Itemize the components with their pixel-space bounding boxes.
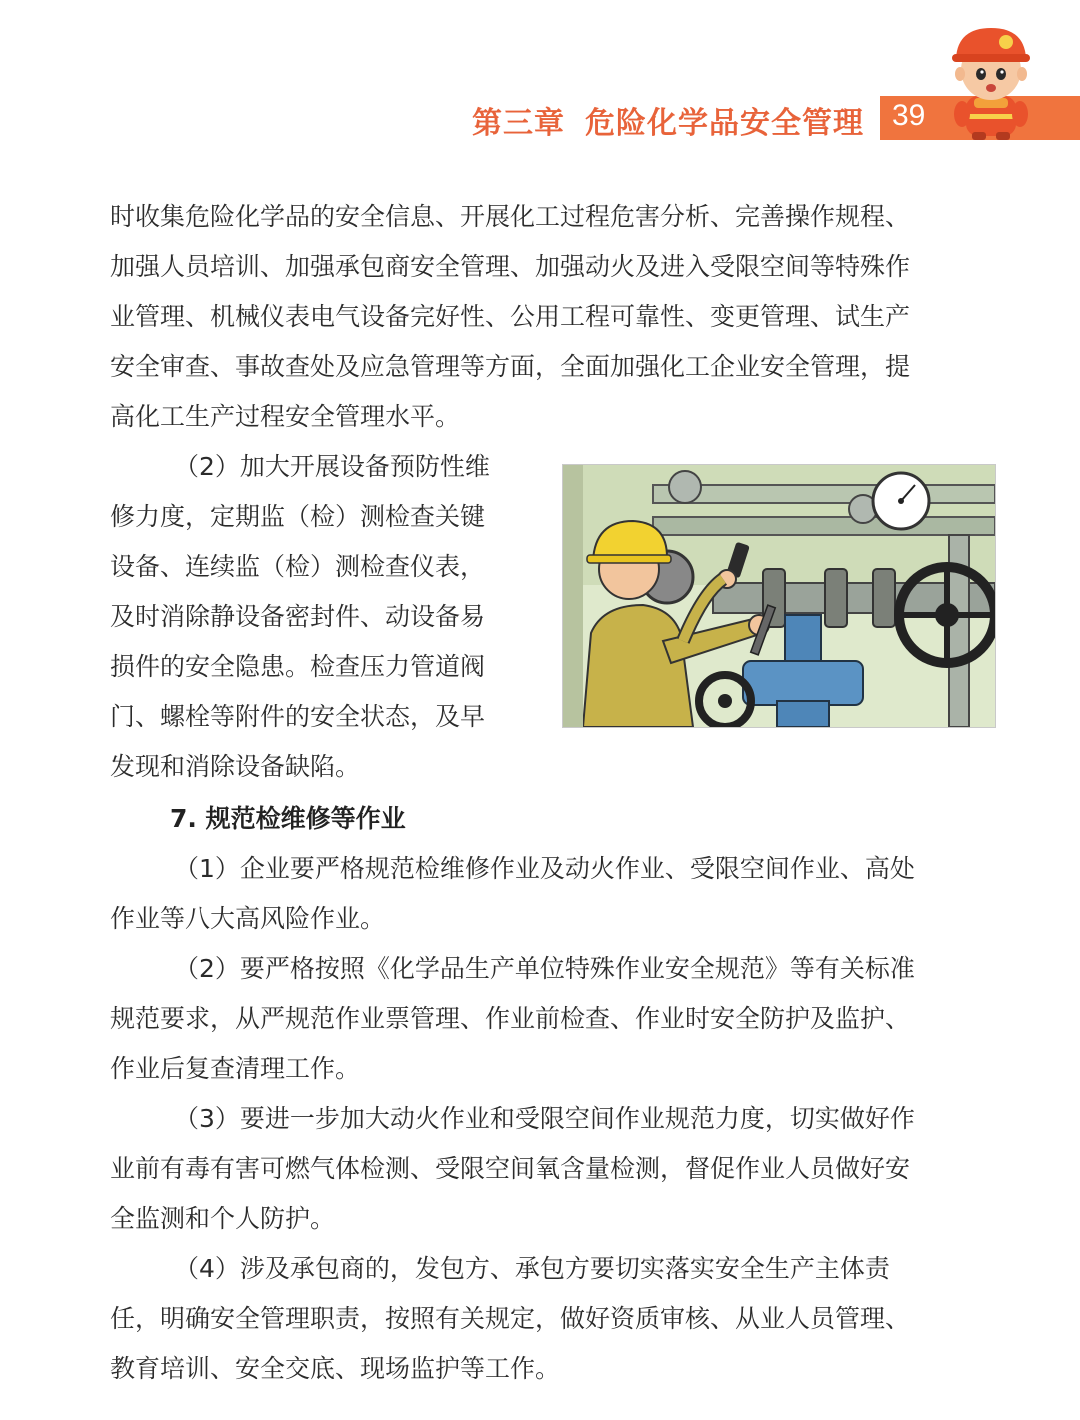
- paragraph-line: （1）企业要严格规范检维修作业及动火作业、受限空间作业、高处: [174, 854, 915, 883]
- firefighter-mascot-icon: [936, 18, 1046, 140]
- section-heading: 7. 规范检维修等作业: [170, 804, 406, 833]
- paragraph-line: 作业等八大高风险作业。: [110, 904, 386, 933]
- paragraph-line: 任，明确安全管理职责，按照有关规定，做好资质审核、从业人员管理、: [110, 1304, 911, 1333]
- paragraph-line: 加强人员培训、加强承包商安全管理、加强动火及进入受限空间等特殊作: [110, 252, 911, 281]
- paragraph-line: 高化工生产过程安全管理水平。: [110, 402, 461, 431]
- paragraph-line: （2）加大开展设备预防性维: [174, 452, 490, 481]
- paragraph-line: （2）要严格按照《化学品生产单位特殊作业安全规范》等有关标准: [174, 954, 915, 983]
- chapter-label: 第三章: [472, 106, 565, 141]
- paragraph-line: 业前有毒有害可燃气体检测、受限空间氧含量检测，督促作业人员做好安: [110, 1154, 911, 1183]
- paragraph-line: （4）涉及承包商的，发包方、承包方要切实落实安全生产主体责: [174, 1254, 890, 1283]
- paragraph-line: （3）要进一步加大动火作业和受限空间作业规范力度，切实做好作: [174, 1104, 915, 1133]
- paragraph-line: 发现和消除设备缺陷。: [110, 752, 361, 781]
- paragraph-line: 及时消除静设备密封件、动设备易: [110, 602, 486, 631]
- paragraph-line: 作业后复查清理工作。: [110, 1054, 361, 1083]
- chapter-name: 危险化学品安全管理: [585, 106, 864, 141]
- chapter-title: [472, 98, 864, 142]
- illustration-drawing: [563, 465, 995, 727]
- paragraph-line: 业管理、机械仪表电气设备完好性、公用工程可靠性、变更管理、试生产: [110, 302, 911, 331]
- paragraph-line: 全监测和个人防护。: [110, 1204, 336, 1233]
- worker-inspecting-valve-illustration: [562, 464, 996, 728]
- paragraph-line: 安全审查、事故查处及应急管理等方面，全面加强化工企业安全管理，提: [110, 352, 911, 381]
- paragraph-line: 设备、连续监（检）测检查仪表，: [110, 552, 486, 581]
- page-header: [0, 0, 1080, 160]
- paragraph-line: 门、螺栓等附件的安全状态，及早: [110, 702, 486, 731]
- paragraph-line: 规范要求，从严规范作业票管理、作业前检查、作业时安全防护及监护、: [110, 1004, 911, 1033]
- paragraph-line: 修力度，定期监（检）测检查关键: [110, 502, 486, 531]
- paragraph-line: 教育培训、安全交底、现场监护等工作。: [110, 1354, 561, 1383]
- paragraph-line: 损件的安全隐患。检查压力管道阀: [110, 652, 486, 681]
- paragraph-line: 时收集危险化学品的安全信息、开展化工过程危害分析、完善操作规程、: [110, 202, 911, 231]
- page-number: 39: [892, 99, 926, 132]
